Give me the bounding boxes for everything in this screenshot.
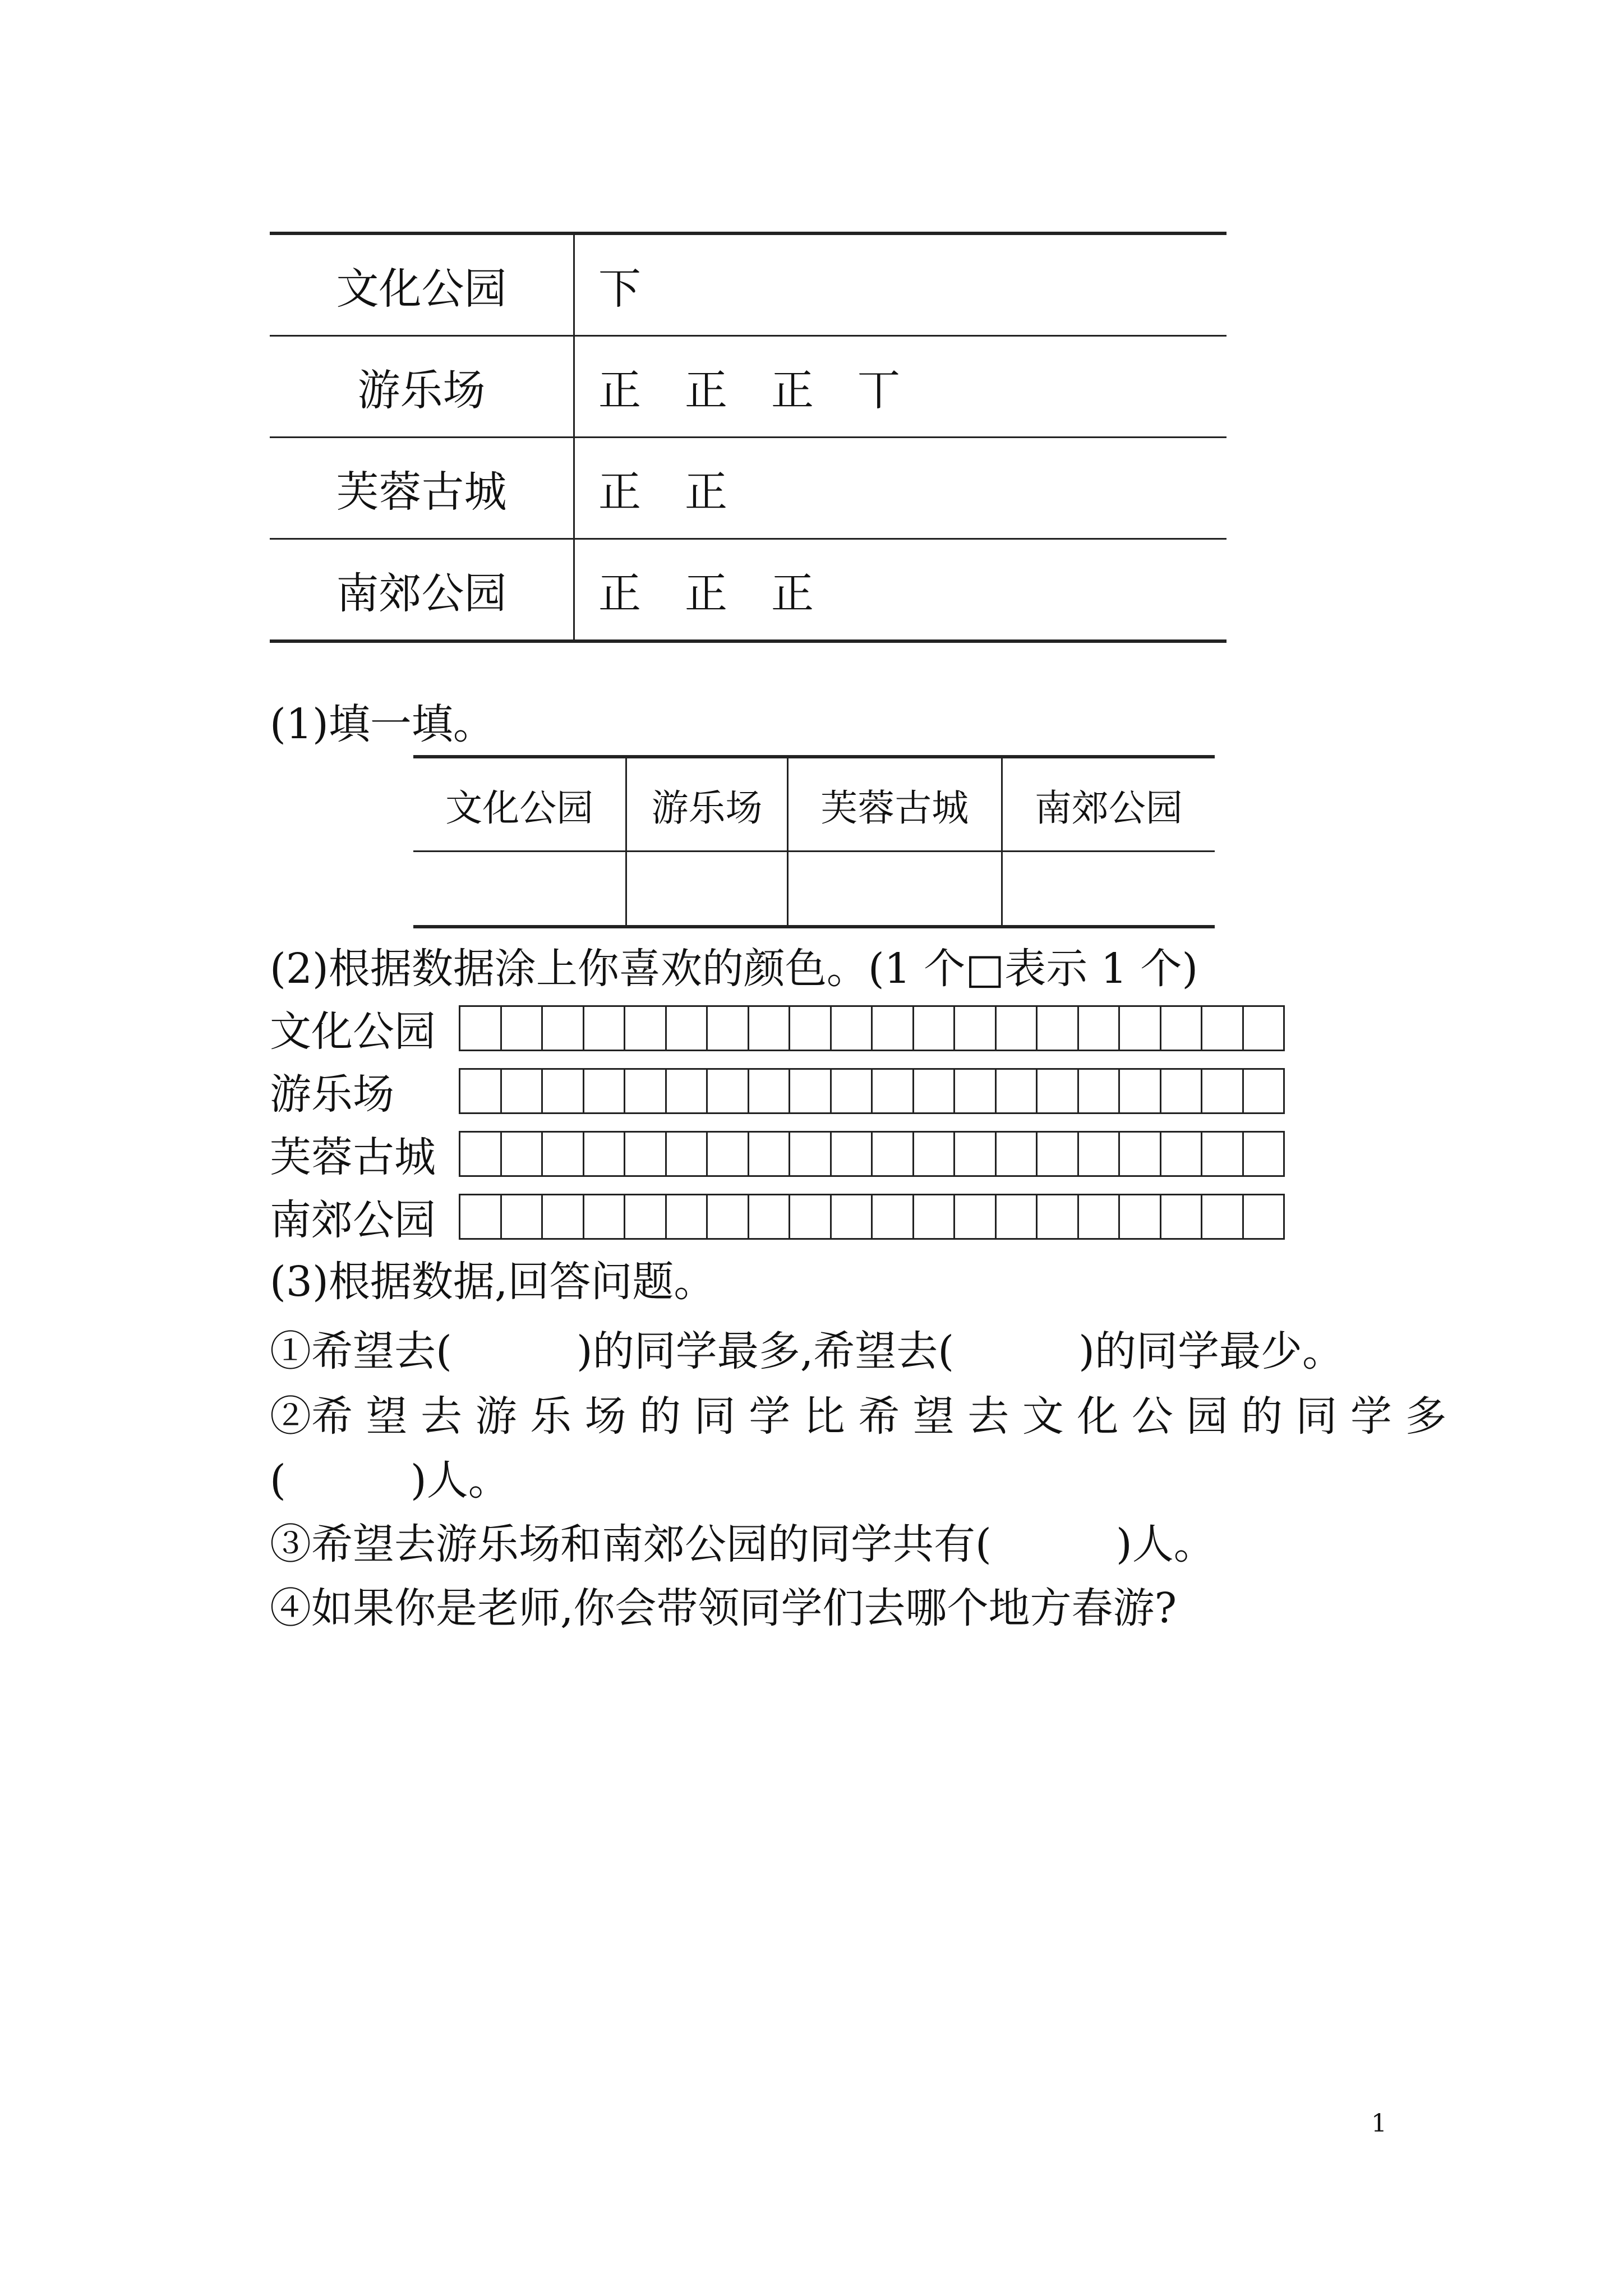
color-grid-row bbox=[270, 1068, 1285, 1119]
color-box[interactable] bbox=[873, 1070, 914, 1112]
color-box[interactable] bbox=[955, 1007, 997, 1050]
color-box[interactable] bbox=[625, 1070, 667, 1112]
tally-table bbox=[270, 232, 1227, 643]
color-box[interactable] bbox=[790, 1007, 832, 1050]
color-box[interactable] bbox=[1202, 1070, 1244, 1112]
color-box[interactable] bbox=[790, 1195, 832, 1238]
color-box[interactable] bbox=[667, 1133, 708, 1175]
fill-answer-cell[interactable] bbox=[626, 852, 788, 927]
color-box[interactable] bbox=[502, 1007, 543, 1050]
fill-in-table bbox=[413, 755, 1215, 928]
color-box[interactable] bbox=[1038, 1070, 1079, 1112]
color-box[interactable] bbox=[1120, 1195, 1161, 1238]
tally-marks bbox=[574, 233, 1227, 336]
tally-mark: 正 bbox=[685, 466, 727, 517]
color-box[interactable] bbox=[1120, 1070, 1161, 1112]
color-box[interactable] bbox=[914, 1195, 956, 1238]
fill-header-row bbox=[413, 757, 1215, 852]
color-box[interactable] bbox=[914, 1133, 956, 1175]
grid-row-label: 游乐场 bbox=[270, 1070, 394, 1119]
tally-mark: 正 bbox=[771, 365, 814, 415]
color-box[interactable] bbox=[667, 1007, 708, 1050]
color-box[interactable] bbox=[1244, 1007, 1285, 1050]
color-box[interactable] bbox=[914, 1070, 956, 1112]
tally-marks bbox=[574, 539, 1227, 642]
color-grid-row bbox=[270, 1193, 1285, 1244]
color-box[interactable] bbox=[1120, 1007, 1161, 1050]
color-box[interactable] bbox=[873, 1195, 914, 1238]
color-grid-row bbox=[270, 1005, 1285, 1056]
question-1-label: (1)填一填。 bbox=[270, 700, 495, 748]
color-box[interactable] bbox=[543, 1007, 584, 1050]
color-box[interactable] bbox=[1038, 1195, 1079, 1238]
color-box[interactable] bbox=[708, 1070, 749, 1112]
grid-row-label: 南郊公园 bbox=[270, 1196, 436, 1244]
color-box[interactable] bbox=[832, 1070, 873, 1112]
color-box[interactable] bbox=[708, 1007, 749, 1050]
fill-answer-cell[interactable] bbox=[1002, 852, 1215, 927]
color-box[interactable] bbox=[708, 1195, 749, 1238]
box-strip bbox=[459, 1131, 1285, 1177]
color-box[interactable] bbox=[1120, 1133, 1161, 1175]
tally-place: 文化公园 bbox=[270, 233, 574, 336]
tally-row bbox=[270, 539, 1227, 642]
color-box[interactable] bbox=[502, 1070, 543, 1112]
color-box[interactable] bbox=[1161, 1007, 1203, 1050]
tally-mark: 下 bbox=[598, 263, 641, 314]
color-box[interactable] bbox=[749, 1133, 791, 1175]
question-3-label: (3)根据数据,回答问题。 bbox=[270, 1258, 716, 1306]
color-box[interactable] bbox=[584, 1195, 626, 1238]
color-box[interactable] bbox=[584, 1070, 626, 1112]
color-box[interactable] bbox=[543, 1195, 584, 1238]
tally-mark: 正 bbox=[598, 466, 641, 517]
color-box[interactable] bbox=[584, 1007, 626, 1050]
tally-mark: 正 bbox=[685, 568, 727, 618]
color-box[interactable] bbox=[1079, 1070, 1121, 1112]
color-box[interactable] bbox=[708, 1133, 749, 1175]
grid-row-label: 文化公园 bbox=[270, 1007, 436, 1056]
box-strip bbox=[459, 1005, 1285, 1051]
color-box[interactable] bbox=[460, 1070, 502, 1112]
color-box[interactable] bbox=[584, 1133, 626, 1175]
fill-answer-cell[interactable] bbox=[787, 852, 1002, 927]
color-box[interactable] bbox=[749, 1195, 791, 1238]
color-box[interactable] bbox=[1038, 1133, 1079, 1175]
question-3-item: ②希 望 去 游 乐 场 的 同 学 比 希 望 去 文 化 公 园 的 同 学 多 bbox=[270, 1392, 1447, 1441]
color-box[interactable] bbox=[1244, 1195, 1285, 1238]
color-box[interactable] bbox=[1244, 1070, 1285, 1112]
color-box[interactable] bbox=[625, 1007, 667, 1050]
tally-row bbox=[270, 233, 1227, 336]
color-box[interactable] bbox=[1161, 1133, 1203, 1175]
color-box[interactable] bbox=[1079, 1133, 1121, 1175]
color-box[interactable] bbox=[749, 1007, 791, 1050]
color-box[interactable] bbox=[955, 1133, 997, 1175]
color-box[interactable] bbox=[1161, 1070, 1203, 1112]
fill-header: 南郊公园 bbox=[1002, 757, 1215, 852]
fill-header: 游乐场 bbox=[626, 757, 788, 852]
fill-answer-row bbox=[413, 852, 1215, 927]
color-box[interactable] bbox=[1079, 1195, 1121, 1238]
page-number: 1 bbox=[1371, 2109, 1387, 2138]
color-grid-row bbox=[270, 1130, 1285, 1181]
color-box[interactable] bbox=[997, 1195, 1038, 1238]
color-box[interactable] bbox=[625, 1133, 667, 1175]
color-box[interactable] bbox=[1202, 1133, 1244, 1175]
tally-place: 游乐场 bbox=[270, 336, 574, 438]
tally-place: 南郊公园 bbox=[270, 539, 574, 642]
color-box[interactable] bbox=[997, 1007, 1038, 1050]
color-box[interactable] bbox=[955, 1070, 997, 1112]
color-box[interactable] bbox=[460, 1133, 502, 1175]
color-box[interactable] bbox=[502, 1195, 543, 1238]
tally-place: 芙蓉古城 bbox=[270, 438, 574, 539]
color-box[interactable] bbox=[460, 1195, 502, 1238]
color-box[interactable] bbox=[832, 1195, 873, 1238]
color-box[interactable] bbox=[997, 1133, 1038, 1175]
tally-mark: 正 bbox=[771, 568, 814, 618]
color-box[interactable] bbox=[502, 1133, 543, 1175]
question-3-item: ③希望去游乐场和南郊公园的同学共有( )人。 bbox=[270, 1520, 1215, 1568]
grid-row-label: 芙蓉古城 bbox=[270, 1133, 436, 1181]
fill-header: 文化公园 bbox=[413, 757, 626, 852]
color-box[interactable] bbox=[873, 1133, 914, 1175]
box-strip bbox=[459, 1068, 1285, 1114]
color-box[interactable] bbox=[667, 1195, 708, 1238]
color-box[interactable] bbox=[790, 1070, 832, 1112]
color-box[interactable] bbox=[1202, 1007, 1244, 1050]
color-box[interactable] bbox=[1244, 1133, 1285, 1175]
color-box[interactable] bbox=[460, 1007, 502, 1050]
question-2-label: (2)根据数据涂上你喜欢的颜色。(1 个□表示 1 个) bbox=[270, 945, 1198, 993]
tally-row bbox=[270, 336, 1227, 438]
color-box[interactable] bbox=[997, 1070, 1038, 1112]
color-box[interactable] bbox=[790, 1133, 832, 1175]
tally-marks bbox=[574, 336, 1227, 438]
color-box[interactable] bbox=[955, 1195, 997, 1238]
fill-header: 芙蓉古城 bbox=[787, 757, 1002, 852]
color-box[interactable] bbox=[1038, 1007, 1079, 1050]
box-strip bbox=[459, 1194, 1285, 1240]
color-box[interactable] bbox=[1079, 1007, 1121, 1050]
question-3-item: ①希望去( )的同学最多,希望去( )的同学最少。 bbox=[270, 1327, 1344, 1375]
tally-marks bbox=[574, 438, 1227, 539]
color-box[interactable] bbox=[1202, 1195, 1244, 1238]
question-3-item: ④如果你是老师,你会带领同学们去哪个地方春游? bbox=[270, 1584, 1177, 1632]
color-box[interactable] bbox=[1161, 1195, 1203, 1238]
tally-mark: 正 bbox=[685, 365, 727, 415]
tally-row bbox=[270, 438, 1227, 539]
color-box[interactable] bbox=[873, 1007, 914, 1050]
color-box[interactable] bbox=[625, 1195, 667, 1238]
fill-answer-cell[interactable] bbox=[413, 852, 626, 927]
question-3-item: ( )人。 bbox=[270, 1456, 510, 1504]
tally-mark: 正 bbox=[598, 365, 641, 415]
color-box[interactable] bbox=[543, 1070, 584, 1112]
tally-mark: 正 bbox=[598, 568, 641, 618]
tally-mark: 丅 bbox=[857, 365, 900, 415]
color-box[interactable] bbox=[667, 1070, 708, 1112]
color-box[interactable] bbox=[914, 1007, 956, 1050]
color-box[interactable] bbox=[749, 1070, 791, 1112]
color-box[interactable] bbox=[543, 1133, 584, 1175]
color-box[interactable] bbox=[832, 1007, 873, 1050]
color-box[interactable] bbox=[832, 1133, 873, 1175]
